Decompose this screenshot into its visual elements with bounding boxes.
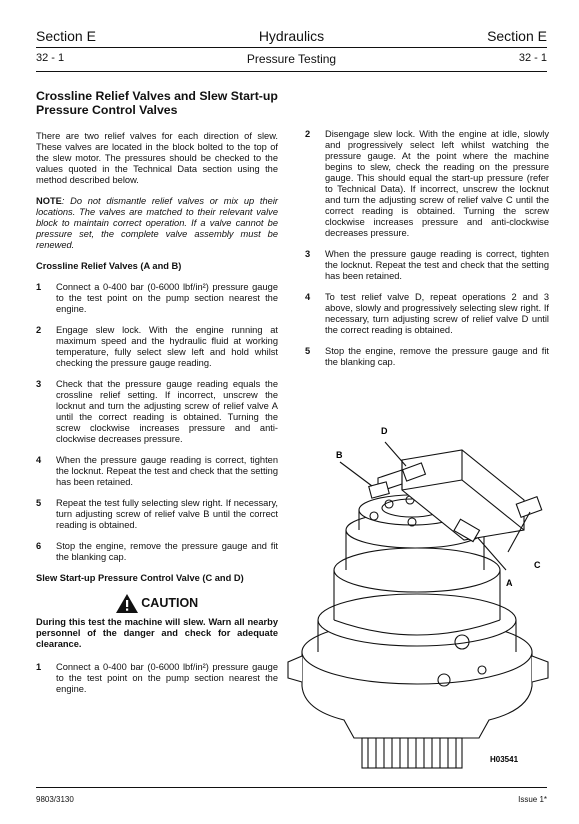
header-section-left: Section E — [36, 28, 96, 44]
page-topic: Pressure Testing — [246, 52, 337, 66]
step-number: 2 — [305, 129, 311, 139]
document-number: 9803/3130 — [36, 795, 74, 804]
step-number: 4 — [36, 455, 42, 465]
step-item — [36, 455, 278, 488]
caution-banner — [36, 594, 278, 613]
intro-paragraph: There are two relief valves for each direction of slew. These valves are located in the block bolted to the top of the slew motor. The pressures should be checked to the values quoted in the Technical Data section using the method described below. — [36, 131, 278, 185]
step-text: Connect a 0-400 bar (0-6000 lbf/in²) pressure gauge to the test point on the pump section nearest the engine. — [56, 662, 278, 694]
step-text: Engage slew lock. With the engine running at maximum speed and the hydraulic fluid at working temperature, fully select slew left and hold whilst checking the pressure gauge reading. — [56, 325, 278, 368]
figure-reference: H03541 — [490, 755, 519, 764]
slew-heading: Slew Start-up Pressure Control Valve (C and D) — [36, 573, 244, 583]
slew-motor-illustration — [284, 420, 554, 772]
warning-triangle-icon — [116, 594, 138, 613]
step-number: 1 — [36, 662, 42, 672]
page-header — [36, 28, 547, 46]
callout-d: D — [381, 426, 388, 436]
step-number: 3 — [36, 379, 42, 389]
footer-rule — [36, 787, 547, 788]
step-text: Stop the engine, remove the pressure gauge and fit the blanking cap. — [56, 541, 278, 562]
step-number: 5 — [36, 498, 42, 508]
step-number: 2 — [36, 325, 42, 335]
step-item — [36, 282, 278, 315]
step-item — [36, 662, 278, 695]
caution-text: During this test the machine will slew. Warn all nearby personnel of the danger and check for adequate clearance. — [36, 617, 278, 649]
step-number: 5 — [305, 346, 311, 356]
step-text: To test relief valve D, repeat operations 2 and 3 above, slowly and progressively selecting slew right. If necessary, turn adjusting screw of relief valve D until the correct reading is obtained. — [325, 292, 549, 335]
step-item — [305, 129, 549, 239]
note-text: : Do not dismantle relief valves or mix up their locations. The valves are matched to their relevant valve block to maintain correct operation. If a valve cannot be pressure set, the complete valve assembly must be renewed. — [36, 196, 278, 250]
step-text: Check that the pressure gauge reading equals the crossline relief setting. If incorrect, unscrew the locknut and turn the adjusting screw of relief valve A until the correct reading is obtained. Turning the screw clockwise increases pressure and anti-clockwise decreases pressure. — [56, 379, 278, 444]
step-text: When the pressure gauge reading is correct, tighten the locknut. Repeat the test and check that the setting has been retained. — [325, 249, 549, 281]
page-subheader — [36, 52, 547, 68]
issue-number: Issue 1* — [518, 795, 547, 804]
step-item — [36, 498, 278, 531]
slew-steps-right — [305, 129, 549, 368]
slew-steps-left — [36, 662, 278, 695]
step-text: Disengage slew lock. With the engine at idle, slowly and progressively select left whilst watching the pressure gauge. At the point where the machine begins to slew, check the reading on the pressure gauge. This should equal the start-up pressure (refer to Technical Data). If incorrect, unscrew the locknut and turn the adjusting screw of relief valve C until the correct reading is obtained. Turning the screw clockwise increases pressure and anti-clockwise decreases pressure. — [325, 129, 549, 238]
step-item — [305, 292, 549, 336]
callout-b: B — [336, 450, 343, 460]
header-rule — [36, 47, 547, 48]
callout-a: A — [506, 578, 513, 588]
step-text: Repeat the test fully selecting slew right. If necessary, turn adjusting screw of relief valve B until the correct reading is obtained. — [56, 498, 278, 530]
step-text: When the pressure gauge reading is correct, tighten the locknut. Repeat the test and check that the setting has been retained. — [56, 455, 278, 487]
header-chapter: Hydraulics — [258, 28, 325, 44]
step-number: 1 — [36, 282, 42, 292]
step-item — [36, 541, 278, 563]
header-section-right: Section E — [487, 28, 547, 44]
step-text: Connect a 0-400 bar (0-6000 lbf/in²) pressure gauge to the test point on the pump section nearest the engine. — [56, 282, 278, 314]
note-paragraph — [36, 196, 278, 251]
subheader-rule — [36, 71, 547, 72]
left-column — [36, 89, 278, 705]
step-item — [36, 325, 278, 369]
page-number-left: 32 - 1 — [36, 52, 65, 64]
page-number-right: 32 - 1 — [518, 52, 547, 64]
step-number: 6 — [36, 541, 42, 551]
crossline-steps — [36, 282, 278, 563]
note-label: NOTE — [36, 196, 62, 206]
step-item — [305, 346, 549, 368]
crossline-heading: Crossline Relief Valves (A and B) — [36, 261, 182, 271]
step-text: Stop the engine, remove the pressure gauge and fit the blanking cap. — [325, 346, 549, 367]
step-number: 3 — [305, 249, 311, 259]
caution-label: CAUTION — [141, 595, 199, 610]
step-item — [36, 379, 278, 445]
step-number: 4 — [305, 292, 311, 302]
step-item — [305, 249, 549, 282]
right-column — [305, 129, 549, 378]
page-title: Crossline Relief Valves and Slew Start-up Pressure Control Valves — [36, 89, 278, 117]
callout-c: C — [534, 560, 541, 570]
